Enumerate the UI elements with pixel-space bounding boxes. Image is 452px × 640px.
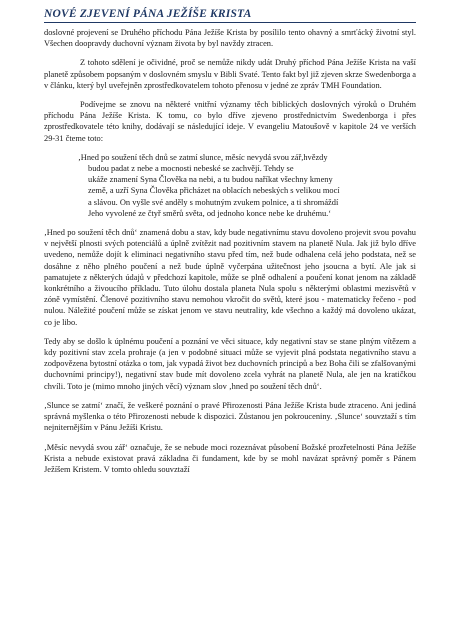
quote-line-4: země, a uzří Syna Člověka přicházet na oblacích nebeských s velikou mocí (88, 186, 340, 196)
paragraph-6: ‚Slunce se zatmí‘ značí, že veškeré poznání o pravé Přirozenosti Pána Ježíše Krista bude ztraceno. Ani jediná správná myšlenka o této Přirozenosti nebude k dispozici. Zůstanou jen pokrouceniny. ‚Slunce‘ souvztaží s tím nejniternějším v Pánu Ježíši Kristu. (44, 400, 416, 433)
quote-line-3: ukáže znamení Syna Člověka na nebi, a tu budou naříkat všechny kmeny (88, 175, 333, 185)
quote-line-1: ‚Hned po soužení těch dnů se zatmí slunce, měsíc nevydá svou zář,hvězdy (78, 152, 328, 162)
page-header (44, 8, 416, 23)
paragraph-5: Tedy aby se došlo k úplnému poučení a poznání ve věci situace, kdy negativní stav se stane plným vítězem a kdy pozitivní stav zcela prohraje (a jen v podobné situaci může se vyjevit plná podstata negativního stavu a zodpovězena bytostní otázka o tom, jak vypadá život bez duchovních principů a bez Boha čili se zfalšovanými duchovními principy!), negativní stav bude mít dovoleno zcela vyhrát na planetě Nula, ale jen na kratičkou chvíli. Toto je (mimo mnoho jiných věcí) význam slov ‚hned po soužení těch dnů‘. (44, 336, 416, 391)
book-title: NOVÉ ZJEVENÍ PÁNA JEŽÍŠE KRISTA (44, 8, 252, 20)
quote-line-5: a slávou. On vyšle své anděly s mohutným zvukem polnice, a ti shromáždí (88, 197, 339, 207)
paragraph-4: ‚Hned po soužení těch dnů‘ znamená dobu a stav, kdy bude negativnímu stavu dovoleno projevit svou povahu v největší plnosti svých potenciálů a úplně zvítězit nad pozitivním stavem na planetě Nula. Jak již bylo dříve uvedeno, nemůže dojít k eliminaci negativního stavu před tím, než bude odhalena celá jeho podstata, než se dosáhne z něho plného poučení a než bude úplně vyčerpána užitečnost jeho jsoucna a bytí. Ale jak si pamatujete z některých údajů v předchozí kapitole, může se plně odhalení a poučení konat jenom na základě konkrétního a živoucího příkladu. Tuto úlohu dostala planeta Nula spolu s některými oblastmi mezisvětů v zóně vymístění. Členové pozitivního stavu nemohou vkročit do světů, které jsou - matematicky řečeno - pod nulou. Náležité poučení může se získat jenom ve stavu neutrality, kde všechno a každý má dovoleno ukázat, co je libo. (44, 228, 416, 327)
quote-line-6: Jeho vyvolené ze čtyř směrů světa, od jednoho konce nebe ke druhému.‘ (88, 208, 332, 218)
paragraph-2: Z tohoto sdělení je očividné, proč se nemůže nikdy udát Druhý příchod Pána Ježíše Krista na vaší planetě způsobem popsaným v doslovném smyslu v Bibli Svaté. Tento fakt byl již zjeven skrze Swedenborga a v článku, který byl uveřejněn zprostředkovatelem tohoto přenosu v jedné ze zpráv TMH Foundation. (44, 58, 416, 90)
paragraph-3: Podívejme se znovu na některé vnitřní významy těch biblických doslovných výroků o Druhém příchodu Pána Ježíše Krista. K tomu, co bylo dříve zjeveno prostřednictvím Swedenborga i přes zprostředkovatele této knihy, dodávají se následující ideje. V evangeliu Matoušově v kapitole 24 ve verších 29-31 čteme toto: (44, 100, 416, 143)
quote-line-2: budou padat z nebe a mocnosti nebeské se zachvějí. Tehdy se (88, 164, 294, 174)
paragraph-1: doslovné projevení se Druhého příchodu Pána Ježíše Krista by posílilo tento ohavný a smrťácký životní styl. Všechen doopravdy duchovní význam života by byl navždy ztracen. (44, 28, 416, 49)
paragraph-7: ‚Měsíc nevydá svou zář‘ označuje, že se nebude moci rozeznávat působení Božské prozřetelnosti Pána Ježíše Krista a nebude existovat pravá základna či fundament, kde by se mohl navázat správný poměr s Pánem Ježíšem Kristem. V tomto ohledu souvztaží (44, 442, 416, 474)
bible-quote (44, 152, 416, 219)
